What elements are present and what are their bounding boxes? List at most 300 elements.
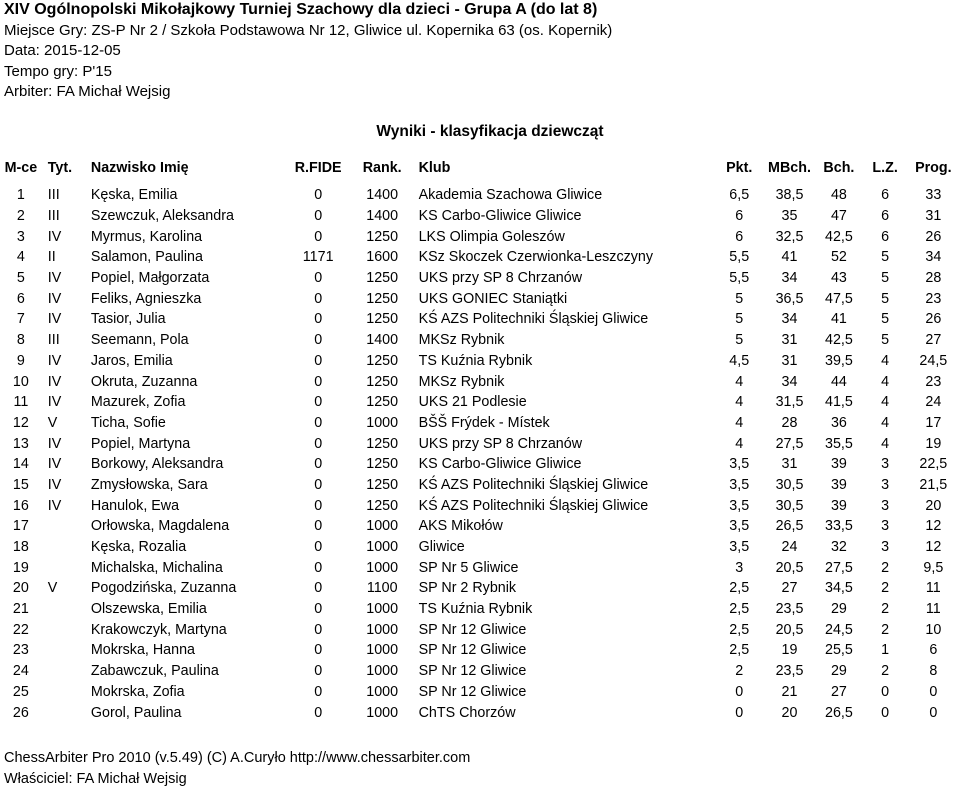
fide-cell: 0 (314, 373, 323, 390)
bch-cell: 29 (830, 601, 847, 618)
place-cell: 8 (16, 332, 25, 349)
mbch-cell: 27 (781, 580, 798, 597)
fide-cell: 0 (314, 435, 323, 452)
table-row (2, 371, 960, 392)
club-cell: Gliwice (418, 539, 465, 556)
title-cell: IV (47, 394, 62, 411)
bch-cell: 35,5 (825, 435, 853, 452)
prog-cell: 19 (925, 435, 942, 452)
col-header-title: Tyt. (47, 160, 73, 176)
table-row (2, 309, 960, 330)
fide-cell: 0 (314, 394, 323, 411)
footer (4, 748, 470, 790)
place-cell: 16 (12, 497, 29, 514)
mbch-cell: 31 (781, 332, 798, 349)
table-row (2, 619, 960, 640)
wins-cell: 4 (881, 394, 890, 411)
title-cell: IV (47, 456, 62, 473)
wins-cell: 3 (881, 456, 890, 473)
place-cell: 2 (16, 208, 25, 225)
bch-cell: 27 (830, 683, 847, 700)
wins-cell: 2 (881, 663, 890, 680)
mbch-cell: 20,5 (775, 621, 804, 638)
place-cell: 23 (12, 642, 29, 659)
bch-cell: 52 (830, 249, 847, 266)
rank-cell: 1000 (366, 683, 399, 700)
rank-cell: 1000 (366, 601, 399, 618)
place-cell: 10 (12, 373, 29, 390)
fide-cell: 0 (314, 539, 323, 556)
fide-cell: 0 (314, 228, 323, 245)
title-cell (40, 702, 91, 723)
bch-cell: 41 (830, 311, 847, 328)
table-row (2, 392, 960, 413)
points-cell: 2,5 (729, 580, 750, 597)
club-cell: TS Kuźnia Rybnik (418, 601, 533, 618)
wins-cell: 5 (881, 249, 890, 266)
place-cell: 7 (16, 311, 25, 328)
club-cell: SP Nr 12 Gliwice (418, 642, 527, 659)
name-cell: Tasior, Julia (90, 311, 166, 328)
place-cell: 20 (12, 580, 29, 597)
wins-cell: 6 (881, 187, 890, 204)
name-cell: Borkowy, Aleksandra (90, 456, 224, 473)
mbch-cell: 35 (781, 208, 798, 225)
club-cell: Akademia Szachowa Gliwice (418, 187, 603, 204)
mbch-cell: 41 (781, 249, 798, 266)
name-cell: Feliks, Agnieszka (90, 290, 202, 307)
club-cell: KS Carbo-Gliwice Gliwice (418, 456, 582, 473)
rank-cell: 1100 (366, 580, 398, 597)
title-cell: III (47, 332, 60, 349)
rank-cell: 1250 (366, 497, 399, 514)
rank-cell: 1250 (366, 476, 399, 493)
software-credit: ChessArbiter Pro 2010 (v.5.49) (C) A.Curyło http://www.chessarbiter.com (4, 750, 471, 766)
wins-cell: 5 (881, 311, 890, 328)
owner-line: Właściciel: FA Michał Wejsig (4, 771, 187, 787)
fide-cell: 0 (314, 187, 323, 204)
section-title: Wyniki - klasyfikacja dziewcząt (376, 123, 604, 140)
name-cell: Myrmus, Karolina (90, 228, 203, 245)
title-cell: III (47, 187, 60, 204)
club-cell: SP Nr 5 Gliwice (418, 559, 519, 576)
place-cell: 12 (12, 414, 29, 431)
rank-cell: 1400 (366, 208, 399, 225)
points-cell: 2,5 (729, 601, 750, 618)
prog-cell: 11 (925, 601, 941, 618)
bch-cell: 25,5 (825, 642, 853, 659)
wins-cell: 0 (881, 704, 890, 721)
prog-cell: 21,5 (919, 476, 948, 493)
prog-cell: 12 (925, 539, 942, 556)
bch-cell: 42,5 (825, 228, 853, 245)
place-cell: 25 (12, 683, 29, 700)
wins-cell: 2 (881, 601, 890, 618)
points-cell: 4,5 (729, 352, 750, 369)
mbch-cell: 31 (781, 456, 798, 473)
prog-cell: 28 (925, 270, 942, 287)
table-row (2, 599, 960, 620)
title-cell (40, 640, 91, 661)
rank-cell: 1250 (366, 290, 399, 307)
prog-cell: 20 (925, 497, 942, 514)
club-cell: KŚ AZS Politechniki Śląskiej Gliwice (418, 497, 649, 514)
table-header-row (2, 160, 960, 183)
name-cell: Michalska, Michalina (90, 559, 223, 576)
bch-cell: 47,5 (825, 290, 853, 307)
fide-cell: 1171 (302, 249, 334, 266)
title-cell (40, 661, 91, 682)
club-cell: UKS GONIEC Staniątki (418, 290, 568, 307)
points-cell: 0 (735, 683, 744, 700)
fide-cell: 0 (314, 580, 323, 597)
table-row (2, 206, 960, 227)
fide-cell: 0 (314, 290, 323, 307)
place-cell: 14 (12, 456, 29, 473)
club-cell: UKS przy SP 8 Chrzanów (418, 270, 583, 287)
bch-cell: 34,5 (825, 580, 853, 597)
club-cell: SP Nr 2 Rybnik (418, 580, 517, 597)
prog-cell: 0 (929, 683, 938, 700)
rank-cell: 1600 (366, 249, 399, 266)
name-cell: Mokrska, Hanna (90, 642, 195, 659)
col-header-name: Nazwisko Imię (90, 160, 189, 176)
club-cell: UKS 21 Podlesie (418, 394, 527, 411)
table-row (2, 183, 960, 206)
prog-cell: 23 (925, 373, 942, 390)
points-cell: 3,5 (729, 539, 750, 556)
club-cell: AKS Mikołów (418, 518, 503, 535)
table-row (2, 661, 960, 682)
tournament-title: XIV Ogólnopolski Mikołajkowy Turniej Szachowy dla dzieci - Grupa A (do lat 8) (4, 1, 598, 18)
mbch-cell: 30,5 (775, 476, 804, 493)
points-cell: 6 (735, 228, 744, 245)
rank-cell: 1250 (366, 435, 399, 452)
bch-cell: 39 (830, 476, 847, 493)
fide-cell: 0 (314, 663, 323, 680)
fide-cell: 0 (314, 352, 323, 369)
mbch-cell: 36,5 (775, 290, 804, 307)
prog-cell: 0 (929, 704, 938, 721)
title-cell: IV (47, 497, 62, 514)
mbch-cell: 31,5 (775, 394, 804, 411)
fide-cell: 0 (314, 601, 323, 618)
bch-cell: 41,5 (825, 394, 853, 411)
club-cell: UKS przy SP 8 Chrzanów (418, 435, 583, 452)
fide-cell: 0 (314, 621, 323, 638)
prog-cell: 23 (925, 290, 942, 307)
club-cell: KS Carbo-Gliwice Gliwice (418, 208, 582, 225)
rank-cell: 1000 (366, 704, 399, 721)
col-header-points: Pkt. (726, 160, 753, 176)
place-cell: 15 (12, 476, 29, 493)
name-cell: Ticha, Sofie (90, 414, 166, 431)
table-row (2, 682, 960, 703)
prog-cell: 31 (925, 208, 942, 225)
points-cell: 6 (735, 208, 744, 225)
table-row (2, 268, 960, 289)
mbch-cell: 32,5 (775, 228, 804, 245)
title-cell: IV (47, 311, 62, 328)
bch-cell: 24,5 (825, 621, 853, 638)
prog-cell: 24 (925, 394, 942, 411)
points-cell: 5,5 (729, 270, 750, 287)
name-cell: Olszewska, Emilia (90, 601, 207, 618)
wins-cell: 5 (881, 290, 890, 307)
prog-cell: 27 (925, 332, 942, 349)
prog-cell: 33 (925, 187, 942, 204)
prog-cell: 26 (925, 311, 942, 328)
wins-cell: 0 (881, 683, 890, 700)
mbch-cell: 19 (781, 642, 798, 659)
wins-cell: 2 (881, 559, 890, 576)
points-cell: 5 (735, 332, 744, 349)
points-cell: 3,5 (729, 518, 750, 535)
name-cell: Seemann, Pola (90, 332, 189, 349)
club-cell: MKSz Rybnik (418, 373, 505, 390)
rank-cell: 1250 (366, 373, 399, 390)
mbch-cell: 34 (781, 311, 798, 328)
title-cell (40, 557, 91, 578)
place-cell: 19 (12, 559, 29, 576)
rank-cell: 1250 (366, 270, 399, 287)
place-cell: 22 (12, 621, 29, 638)
table-row (2, 495, 960, 516)
bch-cell: 29 (830, 663, 847, 680)
rank-cell: 1400 (366, 187, 399, 204)
prog-cell: 12 (925, 518, 942, 535)
col-header-rank: Rank. (362, 160, 402, 176)
prog-cell: 6 (929, 642, 938, 659)
wins-cell: 6 (881, 228, 890, 245)
title-cell: IV (47, 352, 62, 369)
rank-cell: 1250 (366, 352, 399, 369)
venue-line: Miejsce Gry: ZS-P Nr 2 / Szkoła Podstawowa Nr 12, Gliwice ul. Kopernika 63 (os. Kopernik) (4, 21, 613, 39)
col-header-prog: Prog. (915, 160, 952, 176)
bch-cell: 39 (830, 456, 847, 473)
bch-cell: 39,5 (825, 352, 853, 369)
points-cell: 6,5 (729, 187, 750, 204)
name-cell: Kęska, Rozalia (90, 539, 187, 556)
table-row (2, 640, 960, 661)
title-cell (40, 537, 91, 558)
wins-cell: 3 (881, 497, 890, 514)
rank-cell: 1000 (366, 539, 399, 556)
title-cell: V (47, 580, 58, 597)
bch-cell: 27,5 (825, 559, 853, 576)
name-cell: Pogodzińska, Zuzanna (90, 580, 237, 597)
club-cell: LKS Olimpia Goleszów (418, 228, 565, 245)
wins-cell: 1 (881, 642, 890, 659)
bch-cell: 42,5 (825, 332, 853, 349)
club-cell: KŚ AZS Politechniki Śląskiej Gliwice (418, 476, 649, 493)
table-body (2, 183, 960, 723)
tournament-header (4, 0, 612, 103)
mbch-cell: 26,5 (775, 518, 804, 535)
place-cell: 26 (12, 704, 29, 721)
prog-cell: 11 (925, 580, 941, 597)
wins-cell: 2 (881, 580, 890, 597)
wins-cell: 3 (881, 476, 890, 493)
place-cell: 13 (12, 435, 29, 452)
prog-cell: 9,5 (923, 559, 944, 576)
mbch-cell: 34 (781, 270, 798, 287)
name-cell: Jaros, Emilia (90, 352, 173, 369)
col-header-mbch: MBch. (768, 160, 811, 176)
club-cell: TS Kuźnia Rybnik (418, 352, 533, 369)
wins-cell: 2 (881, 621, 890, 638)
points-cell: 3,5 (729, 497, 750, 514)
name-cell: Mokrska, Zofia (90, 683, 185, 700)
table-row (2, 330, 960, 351)
title-cell: IV (47, 290, 62, 307)
rank-cell: 1250 (366, 228, 399, 245)
points-cell: 3,5 (729, 456, 750, 473)
club-cell: BŠŠ Frýdek - Místek (418, 414, 550, 431)
title-cell (40, 619, 91, 640)
table-row (2, 702, 960, 723)
wins-cell: 6 (881, 208, 890, 225)
fide-cell: 0 (314, 518, 323, 535)
mbch-cell: 27,5 (775, 435, 804, 452)
rank-cell: 1000 (366, 518, 399, 535)
points-cell: 0 (735, 704, 744, 721)
rank-cell: 1250 (366, 394, 399, 411)
rank-cell: 1000 (366, 621, 399, 638)
name-cell: Orłowska, Magdalena (90, 518, 230, 535)
rank-cell: 1400 (366, 332, 399, 349)
mbch-cell: 23,5 (775, 601, 804, 618)
name-cell: Gorol, Paulina (90, 704, 182, 721)
points-cell: 3 (735, 559, 744, 576)
bch-cell: 33,5 (825, 518, 853, 535)
title-cell: IV (47, 476, 62, 493)
club-cell: KŚ AZS Politechniki Śląskiej Gliwice (418, 311, 649, 328)
club-cell: MKSz Rybnik (418, 332, 505, 349)
place-cell: 6 (16, 290, 25, 307)
mbch-cell: 34 (781, 373, 798, 390)
name-cell: Szewczuk, Aleksandra (90, 208, 234, 225)
prog-cell: 17 (925, 414, 942, 431)
place-cell: 4 (16, 249, 25, 266)
table-row (2, 475, 960, 496)
place-cell: 3 (16, 228, 25, 245)
name-cell: Hanulok, Ewa (90, 497, 180, 514)
points-cell: 4 (735, 373, 744, 390)
rank-cell: 1250 (366, 456, 399, 473)
mbch-cell: 21 (781, 683, 798, 700)
name-cell: Salamon, Paulina (90, 249, 203, 266)
fide-cell: 0 (314, 332, 323, 349)
mbch-cell: 20 (781, 704, 798, 721)
place-cell: 17 (12, 518, 29, 535)
club-cell: SP Nr 12 Gliwice (418, 621, 527, 638)
name-cell: Kęska, Emilia (90, 187, 178, 204)
col-header-fide: R.FIDE (294, 160, 342, 176)
mbch-cell: 24 (781, 539, 798, 556)
title-cell (40, 599, 91, 620)
rank-cell: 1250 (366, 311, 399, 328)
title-cell: V (47, 414, 58, 431)
bch-cell: 43 (830, 270, 847, 287)
fide-cell: 0 (314, 270, 323, 287)
rank-cell: 1000 (366, 414, 399, 431)
wins-cell: 3 (881, 518, 890, 535)
points-cell: 5 (735, 290, 744, 307)
points-cell: 4 (735, 414, 744, 431)
arbiter-line: Arbiter: FA Michał Wejsig (4, 83, 171, 100)
fide-cell: 0 (314, 456, 323, 473)
place-cell: 24 (12, 663, 29, 680)
club-cell: ChTS Chorzów (418, 704, 516, 721)
rank-cell: 1000 (366, 642, 399, 659)
place-cell: 1 (16, 187, 25, 204)
points-cell: 4 (735, 435, 744, 452)
bch-cell: 32 (830, 539, 847, 556)
name-cell: Popiel, Małgorzata (90, 270, 210, 287)
title-cell: IV (47, 435, 62, 452)
wins-cell: 5 (881, 270, 890, 287)
title-cell: IV (47, 270, 62, 287)
bch-cell: 47 (830, 208, 847, 225)
fide-cell: 0 (314, 642, 323, 659)
table-row (2, 226, 960, 247)
prog-cell: 22,5 (919, 456, 948, 473)
name-cell: Zabawczuk, Paulina (90, 663, 219, 680)
table-row (2, 454, 960, 475)
place-cell: 18 (12, 539, 29, 556)
col-header-club: Klub (418, 160, 451, 176)
bch-cell: 36 (830, 414, 847, 431)
mbch-cell: 31 (781, 352, 798, 369)
mbch-cell: 28 (781, 414, 798, 431)
name-cell: Mazurek, Zofia (90, 394, 186, 411)
prog-cell: 10 (925, 621, 942, 638)
name-cell: Popiel, Martyna (90, 435, 191, 452)
bch-cell: 48 (830, 187, 847, 204)
table-row (2, 351, 960, 372)
prog-cell: 8 (929, 663, 938, 680)
fide-cell: 0 (314, 683, 323, 700)
fide-cell: 0 (314, 497, 323, 514)
name-cell: Zmysłowska, Sara (90, 476, 208, 493)
tempo-line: Tempo gry: P'15 (4, 62, 112, 80)
fide-cell: 0 (314, 559, 323, 576)
results-table (2, 160, 960, 723)
fide-cell: 0 (314, 311, 323, 328)
place-cell: 9 (16, 352, 25, 369)
mbch-cell: 23,5 (775, 663, 804, 680)
table-row (2, 413, 960, 434)
points-cell: 3,5 (729, 476, 750, 493)
table-row (2, 516, 960, 537)
table-row (2, 537, 960, 558)
title-cell: IV (47, 228, 62, 245)
fide-cell: 0 (314, 704, 323, 721)
name-cell: Okruta, Zuzanna (90, 373, 198, 390)
wins-cell: 4 (881, 435, 890, 452)
wins-cell: 4 (881, 352, 890, 369)
table-row (2, 433, 960, 454)
prog-cell: 24,5 (919, 352, 948, 369)
bch-cell: 44 (830, 373, 847, 390)
place-cell: 11 (13, 394, 29, 411)
col-header-wins: L.Z. (872, 160, 898, 176)
prog-cell: 26 (925, 228, 942, 245)
points-cell: 2,5 (729, 621, 750, 638)
fide-cell: 0 (314, 414, 323, 431)
rank-cell: 1000 (366, 559, 399, 576)
